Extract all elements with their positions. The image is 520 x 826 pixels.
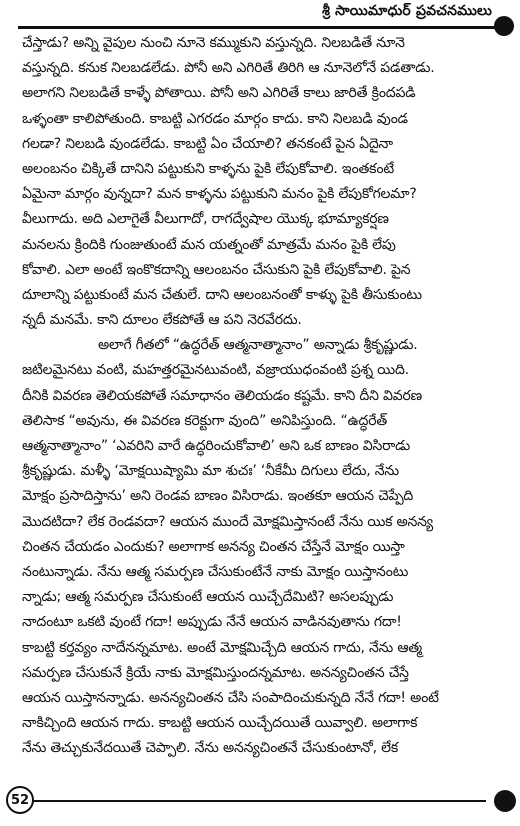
footer-dot-ornament [494,790,516,812]
text-line: నంటున్నాడు. నేను ఆత్మ సమర్పణ చేసుకుంటేనే నాకు మోక్షం యిస్తానంటు [22,563,409,580]
text-line: మొదటిదా? లేక రెండవదా? ఆయన ముందే మోక్షమిస్తానంటే నేను యిక అనన్య [22,513,434,530]
text-line: అలాగని నిలబడితే కాళ్ళే పోతాయి. పోనీ అని ఎగిరితే కాలు జారితే క్రిందపడి [22,85,416,102]
text-line: కాబట్టి కర్తవ్యం నాదేనన్నమాట. అంటే మోక్షమిచ్చేది ఆయన గాదు, నేను ఆత్మ [22,639,422,656]
text-line: కోవాలి. ఎలా అంటే ఇంకొకదాన్ని ఆలంబనం చేసుకుని పైకి లేపుకోవాలి. పైన [22,261,411,278]
text-line: గలడా? నిలబడి వుండలేడు. కాబట్టి ఏం చేయాలి? తనకంటే పైన ఏదైనా [22,135,393,152]
header-rule [18,26,502,29]
text-line: దీనికి వివరణ తెలియకపోతే సమాధానం తెలియడం కష్టమే. కాని దీని వివరణ [22,387,422,404]
page-number: 52 [6,786,34,814]
text-line: తెలిసాక “అవును, ఈ వివరణ కరెక్టుగా వుంది” అనిపిస్తుంది. “ఉద్ధరేత్ [22,412,388,429]
text-line: చింతన చేయడం ఎందుకు? అలాగాక అనన్య చింతన చేస్తేనే మోక్షం యిస్తా [22,538,405,555]
text-line: ఆయన యిస్తానన్నాడు. అనన్యచింతన చేసి సంపాదించుకున్నది నేనే గదా! అంటే [22,689,439,706]
text-line: అలంబనం చిక్కితే దానిని పట్టుకుని కాళ్ళను పైకి లేపుకోవాలి. ఇంతకంటే [22,160,394,177]
text-line: మోక్షం ప్రసాదిస్తాను’ అని రెండవ బాణం విసిరాడు. ఇంతకూ ఆయన చెప్పేది [22,488,414,505]
text-line: ఒళ్ళంతా కాలిపోతుంది. కాబట్టి ఎగరడం మార్గం కాదు. కాని నిలబడి వుండ [22,110,408,127]
text-line: సమర్పణ చేసుకునే క్రియే నాకు మోక్షమిస్తుందన్నమాట. అనన్యచింతన చేస్తే [22,664,409,681]
text-line: న్నదీ మనమే. కాని దూలం లేకపోతే ఆ పని నెరవేరదు. [22,312,302,329]
text-line: వస్తున్నది. కనుక నిలబడలేడు. పోనీ అని ఎగిరితే తిరిగి ఆ నూనెలోనే పడతాడు. [22,60,435,77]
text-line: నేను తెచ్చుకునేదయితే చెప్పాలి. నేను అనన్యచింతనే చేసుకుంటానో, లేక [22,740,398,757]
text-line: వీలుగాదు. అది ఎలాగైతే వీలుగాదో, రాగద్వేషాల యొక్క భూమ్యాకర్షణ [22,211,389,228]
running-title: శ్రీ సాయిమాధుర్ ప్రవచనములు [322,3,492,19]
text-line: న్నాడు; ఆత్మ సమర్పణ చేసుకుంటే ఆయన యిచ్చేదేమిటి? అసలప్పుడు [22,589,394,606]
text-line: చేస్తాడు? అన్ని వైపుల నుంచి నూనె కమ్ముకుని వస్తున్నది. నిలబడితే నూనె [22,35,405,51]
text-line: నాకిచ్చింది ఆయన గాదు. కాబట్టి ఆయన యిచ్చేదయితే యివ్వాలి. అలాగాక [22,715,418,732]
footer-rule [30,800,486,802]
text-line: ఏమైనా మార్గం వున్నదా? మన కాళ్ళను పట్టుకుని మనం పైకి లేపుకోగలమా? [22,186,417,203]
paragraph-start-line: అలాగే గీతలో “ఉద్ధరేత్ ఆత్మనాత్మానాం” అన్నాడు శ్రీకృష్ణుడు. [98,337,418,354]
text-line: జటిలమైనటు వంటి, మహత్తరమైనటువంటి, వజ్రాయుధంవంటి ప్రశ్న యిది. [22,362,409,379]
text-line: దూలాన్ని పట్టుకుంటే మన చేతులే. దాని ఆలంబనంతో కాళ్ళు పైకి తీసుకుంటు [22,286,422,303]
text-line: ఆత్మనాత్మానాం” ‘ఎవరిని వారే ఉద్ధరించుకోవాలి’ అని ఒక బాణం విసిరాడు [22,438,411,454]
text-line: మనలను క్రిందికి గుంజుతుంటే మన యత్నంతో మాత్రమే మనం పైకి లేపు [22,236,396,253]
text-line: నాదంటూ ఒకటి వుంటే గదా! అప్పుడు నేనే ఆయన వాడినవుతాను గదా! [22,614,402,631]
page-header [0,0,520,28]
body-text [22,31,498,761]
text-line: శ్రీకృష్ణుడు. మళ్ళీ ‘మోక్షయిష్యామి మా శుచః’ ‘నీకేమీ దిగులు లేదు, నేను [22,463,399,480]
